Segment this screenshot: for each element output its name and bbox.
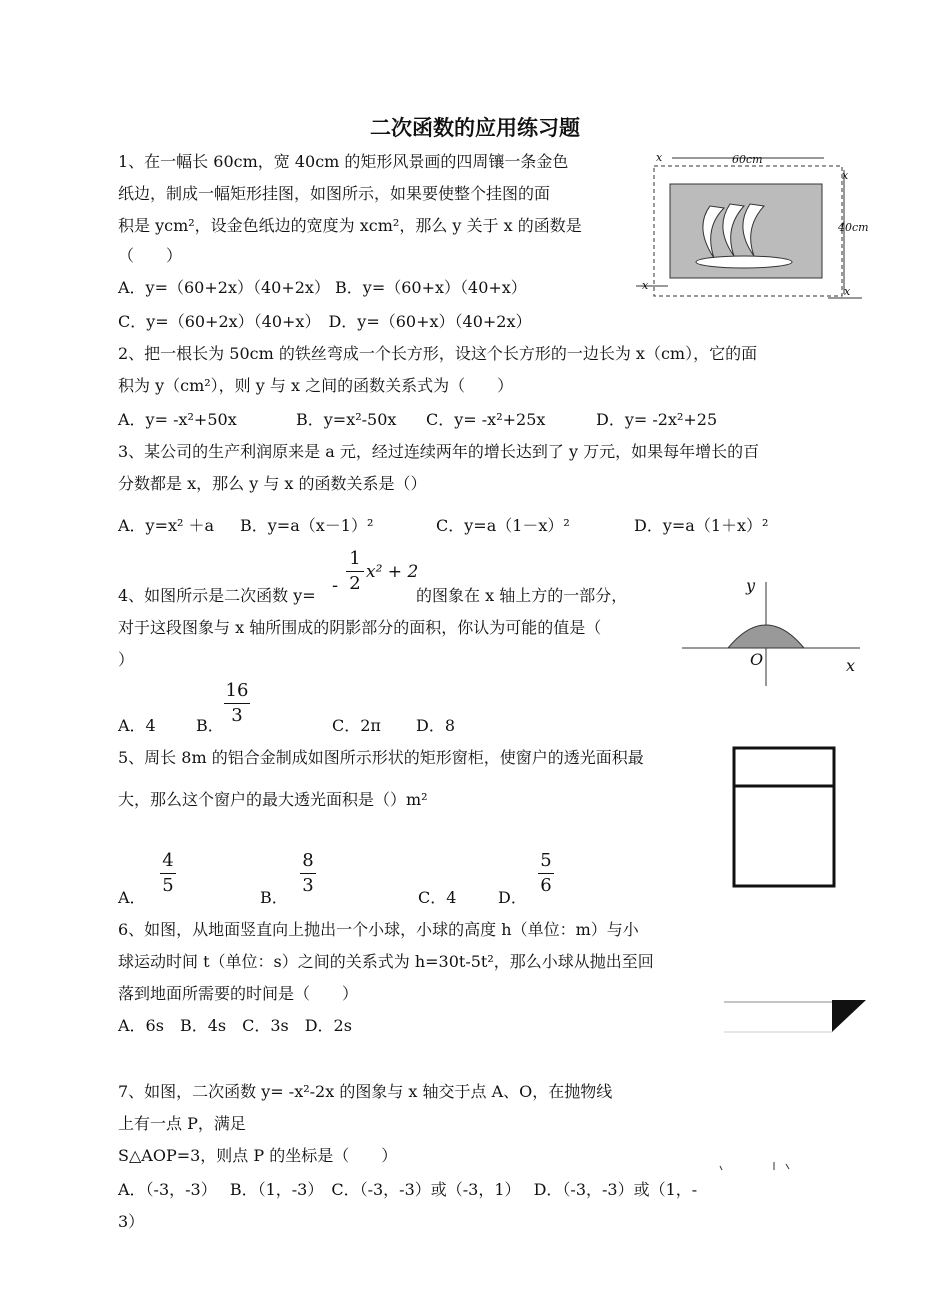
q5-d-num: 5	[540, 850, 552, 871]
q7-line-5: 3）	[118, 1212, 145, 1231]
q3-option-a: A．y=x² ＋a	[118, 516, 215, 535]
q4-line-1-post: 的图象在 x 轴上方的一部分，	[416, 586, 628, 605]
q2-option-c: C．y= -x²+25x	[426, 410, 546, 429]
q4-option-c: C．2π	[332, 716, 381, 735]
q4-line-1-pre: 4、如图所示是二次函数 y=	[118, 586, 316, 605]
q4-fraction-num: 1	[349, 548, 361, 569]
q3-line-1: 3、某公司的生产利润原来是 a 元，经过连续两年的增长达到了 y 万元，如果每年增长的百	[118, 442, 760, 461]
q5-b-num: 8	[302, 850, 314, 871]
q4-fig-o-label: O	[750, 650, 764, 669]
q5-window-figure	[726, 742, 842, 892]
q3-option-d: D．y=a（1＋x）²	[634, 516, 769, 535]
q1-line-3: 积是 ycm²，设金色纸边的宽度为 xcm²，那么 y 关于 x 的函数是	[118, 216, 582, 235]
q4-fn-tail: x² + 2	[366, 562, 419, 582]
q1-fig-label-x3: x	[642, 279, 649, 292]
q5-d-fraction	[538, 850, 554, 897]
q4-line-3: ）	[118, 650, 135, 669]
q2-option-a: A．y= -x²+50x	[118, 410, 237, 429]
q4-b-den: 3	[231, 705, 243, 726]
q4-b-num: 16	[225, 680, 249, 701]
q3-option-b: B．y=a（x－1）²	[240, 516, 374, 535]
q6-line-2: 球运动时间 t（单位：s）之间的关系式为 h=30t-5t²，那么小球从抛出至回	[118, 952, 654, 971]
q6-line-3: 落到地面所需要的时间是（ ）	[118, 984, 359, 1003]
q1-fig-label-x1: x	[656, 151, 663, 164]
q5-line-2: 大，那么这个窗户的最大透光面积是（）m²	[118, 790, 428, 809]
q7-options: A．（-3，-3） B．（1，-3） C．（-3，-3）或（-3，1） D．（-3，-3）或（1，-	[118, 1180, 698, 1199]
q1-fig-label-side: 40cm	[838, 221, 869, 234]
q1-line-2: 纸边，制成一幅矩形挂图，如图所示，如果要使整个挂图的面	[118, 184, 551, 203]
q2-line-2: 积为 y（cm²），则 y 与 x 之间的函数关系式为（ ）	[118, 376, 514, 395]
q1-options-cd: C．y=（60+2x）（40+x） D．y=（60+x）（40+2x）	[118, 312, 532, 331]
q4-parabola-figure	[676, 574, 866, 694]
q5-option-c: C．4	[418, 888, 457, 907]
q6-line-1: 6、如图，从地面竖直向上抛出一个小球，小球的高度 h（单位：m）与小	[118, 920, 639, 939]
q5-b-den: 3	[302, 875, 314, 896]
q5-line-1: 5、周长 8m 的铝合金制成如图所示形状的矩形窗柜，使窗户的透光面积最	[118, 748, 644, 767]
q4-option-d: D．8	[416, 716, 456, 735]
q5-a-num: 4	[162, 850, 174, 871]
q7-line-1: 7、如图，二次函数 y= -x²-2x 的图象与 x 轴交于点 A、O，在抛物线	[118, 1082, 613, 1101]
q2-option-d: D．y= -2x²+25	[596, 410, 718, 429]
q1-options-ab: A．y=（60+2x）（40+2x） B．y=（60+x）（40+x）	[118, 278, 527, 297]
q6-options: A．6s B．4s C．3s D．2s	[118, 1016, 352, 1035]
q5-d-den: 6	[540, 875, 552, 896]
q4-fraction-den: 2	[349, 573, 361, 594]
q5-b-fraction	[300, 850, 316, 897]
q2-option-b: B．y=x²-50x	[296, 410, 397, 429]
q7-line-2: 上有一点 P，满足	[118, 1114, 246, 1133]
q2-line-1: 2、把一根长为 50cm 的铁丝弯成一个长方形，设这个长方形的一边长为 x（cm），它的面	[118, 344, 758, 363]
q4-fraction	[346, 548, 364, 595]
q4-option-b: B．	[196, 716, 224, 735]
q4-fig-x-label: x	[846, 656, 856, 675]
q4-minus: -	[332, 575, 339, 596]
q5-a-den: 5	[162, 875, 174, 896]
page-title: 二次函数的应用练习题	[370, 115, 580, 140]
q7-line-3: S△AOP=3，则点 P 的坐标是（ ）	[118, 1146, 398, 1165]
q1-line-4: （ ）	[118, 246, 183, 265]
q3-option-c: C．y=a（1－x）²	[436, 516, 570, 535]
q1-fig-label-x2: x	[842, 169, 849, 182]
q3-line-2: 分数都是 x，那么 y 与 x 的函数关系是（）	[118, 474, 427, 493]
q4-option-a: A．4	[118, 716, 156, 735]
q5-option-d: D．	[498, 888, 527, 907]
q5-option-a: A．	[118, 888, 146, 907]
q1-line-1: 1、在一幅长 60cm，宽 40cm 的矩形风景画的四周镶一条金色	[118, 152, 569, 171]
q5-a-fraction	[160, 850, 176, 897]
q7-figure-fragment	[716, 1160, 796, 1174]
q4-line-2: 对于这段图象与 x 轴所围成的阴影部分的面积，你认为可能的值是（	[118, 618, 602, 637]
q1-fig-label-x4: x	[844, 285, 851, 298]
q1-frame-figure	[632, 148, 868, 308]
q5-option-b: B．	[260, 888, 288, 907]
q1-fig-label-top: 60cm	[732, 153, 763, 166]
q6-figure-fragment	[720, 996, 870, 1036]
q4-fig-y-label: y	[746, 576, 756, 595]
q4-option-b-fraction	[224, 680, 250, 727]
